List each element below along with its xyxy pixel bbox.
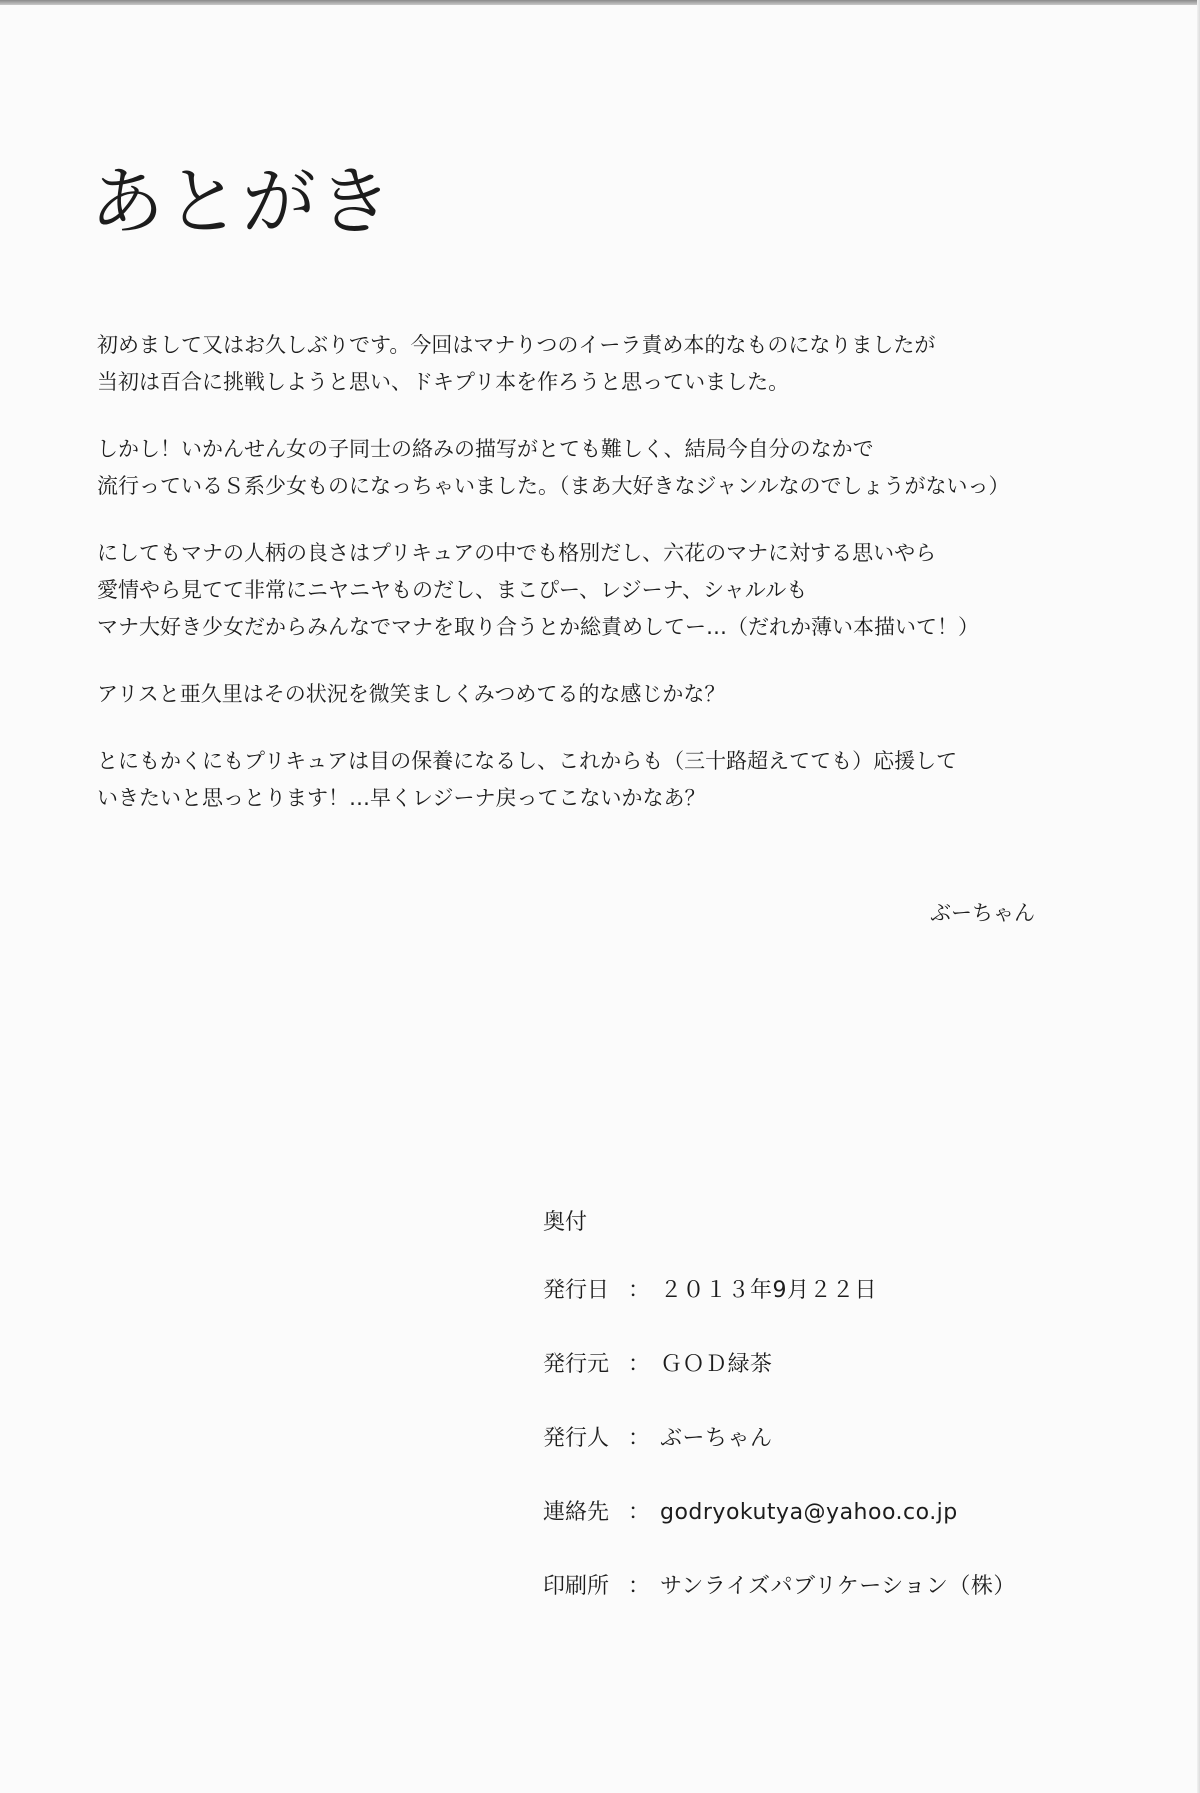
paragraph-line: 初めまして又はお久しぶりです。今回はマナりつのイーラ責め本的なものになりましたが	[97, 333, 936, 357]
afterword-heading: あとがき	[90, 159, 394, 245]
afterword-paragraph-4	[97, 676, 1057, 713]
colophon-separator: ：	[628, 1426, 651, 1451]
colophon-row-issuer	[543, 1421, 1016, 1495]
afterword-body	[97, 327, 1057, 847]
colophon-value: サンライズパブリケーション（株）	[660, 1574, 1016, 1599]
afterword-paragraph-1	[97, 327, 1057, 401]
colophon-title: 奥付	[543, 1210, 588, 1235]
colophon-value: ぶーちゃん	[660, 1426, 773, 1451]
colophon-row-contact	[543, 1495, 1016, 1569]
colophon-separator: ：	[628, 1352, 651, 1377]
contact-email: godryokutya@yahoo.co.jp	[660, 1500, 958, 1525]
afterword-paragraph-5	[97, 743, 1057, 817]
paragraph-line: 流行っているＳ系少女ものになっちゃいました。（まあ大好きなジャンルなのでしょうがないっ）	[97, 474, 1010, 498]
colophon	[543, 1209, 1016, 1643]
colophon-row-printer	[543, 1569, 1016, 1643]
colophon-value: ＧＯＤ緑茶	[660, 1352, 773, 1377]
colophon-label: 発行元	[543, 1352, 610, 1377]
paragraph-line: とにもかくにもプリキュアは目の保養になるし、これからも（三十路超えてても）応援して	[97, 749, 958, 773]
colophon-row-publish-date	[543, 1273, 1016, 1347]
paragraph-line: 当初は百合に挑戦しようと思い、ドキプリ本を作ろうと思っていました。	[97, 370, 790, 394]
page-top-edge	[0, 0, 1200, 5]
colophon-label: 発行日	[543, 1278, 610, 1303]
colophon-label: 連絡先	[543, 1500, 610, 1525]
colophon-value: ２０１３年9月２２日	[660, 1278, 877, 1303]
colophon-separator: ：	[628, 1574, 651, 1599]
colophon-row-publisher	[543, 1347, 1016, 1421]
colophon-label: 発行人	[543, 1426, 610, 1451]
paragraph-line: しかし！いかんせん女の子同士の絡みの描写がとても難しく、結局今自分のなかで	[97, 437, 874, 461]
afterword-paragraph-2	[97, 431, 1057, 505]
paragraph-line: にしてもマナの人柄の良さはプリキュアの中でも格別だし、六花のマナに対する思いやら	[97, 541, 937, 565]
colophon-separator: ：	[628, 1278, 651, 1303]
afterword-paragraph-3	[97, 535, 1057, 646]
paragraph-line: マナ大好き少女だからみんなでマナを取り合うとか総責めしてー…（だれか薄い本描いて！）	[97, 615, 979, 639]
colophon-separator: ：	[628, 1500, 651, 1525]
colophon-label: 印刷所	[543, 1574, 610, 1599]
author-signature: ぶーちゃん	[930, 901, 1035, 925]
paragraph-line: 愛情やら見てて非常にニヤニヤものだし、まこぴー、レジーナ、シャルルも	[97, 578, 808, 602]
paragraph-line: いきたいと思っとります！…早くレジーナ戻ってこないかなあ？	[97, 786, 706, 810]
paragraph-line: アリスと亜久里はその状況を微笑ましくみつめてる的な感じかな？	[97, 682, 726, 706]
